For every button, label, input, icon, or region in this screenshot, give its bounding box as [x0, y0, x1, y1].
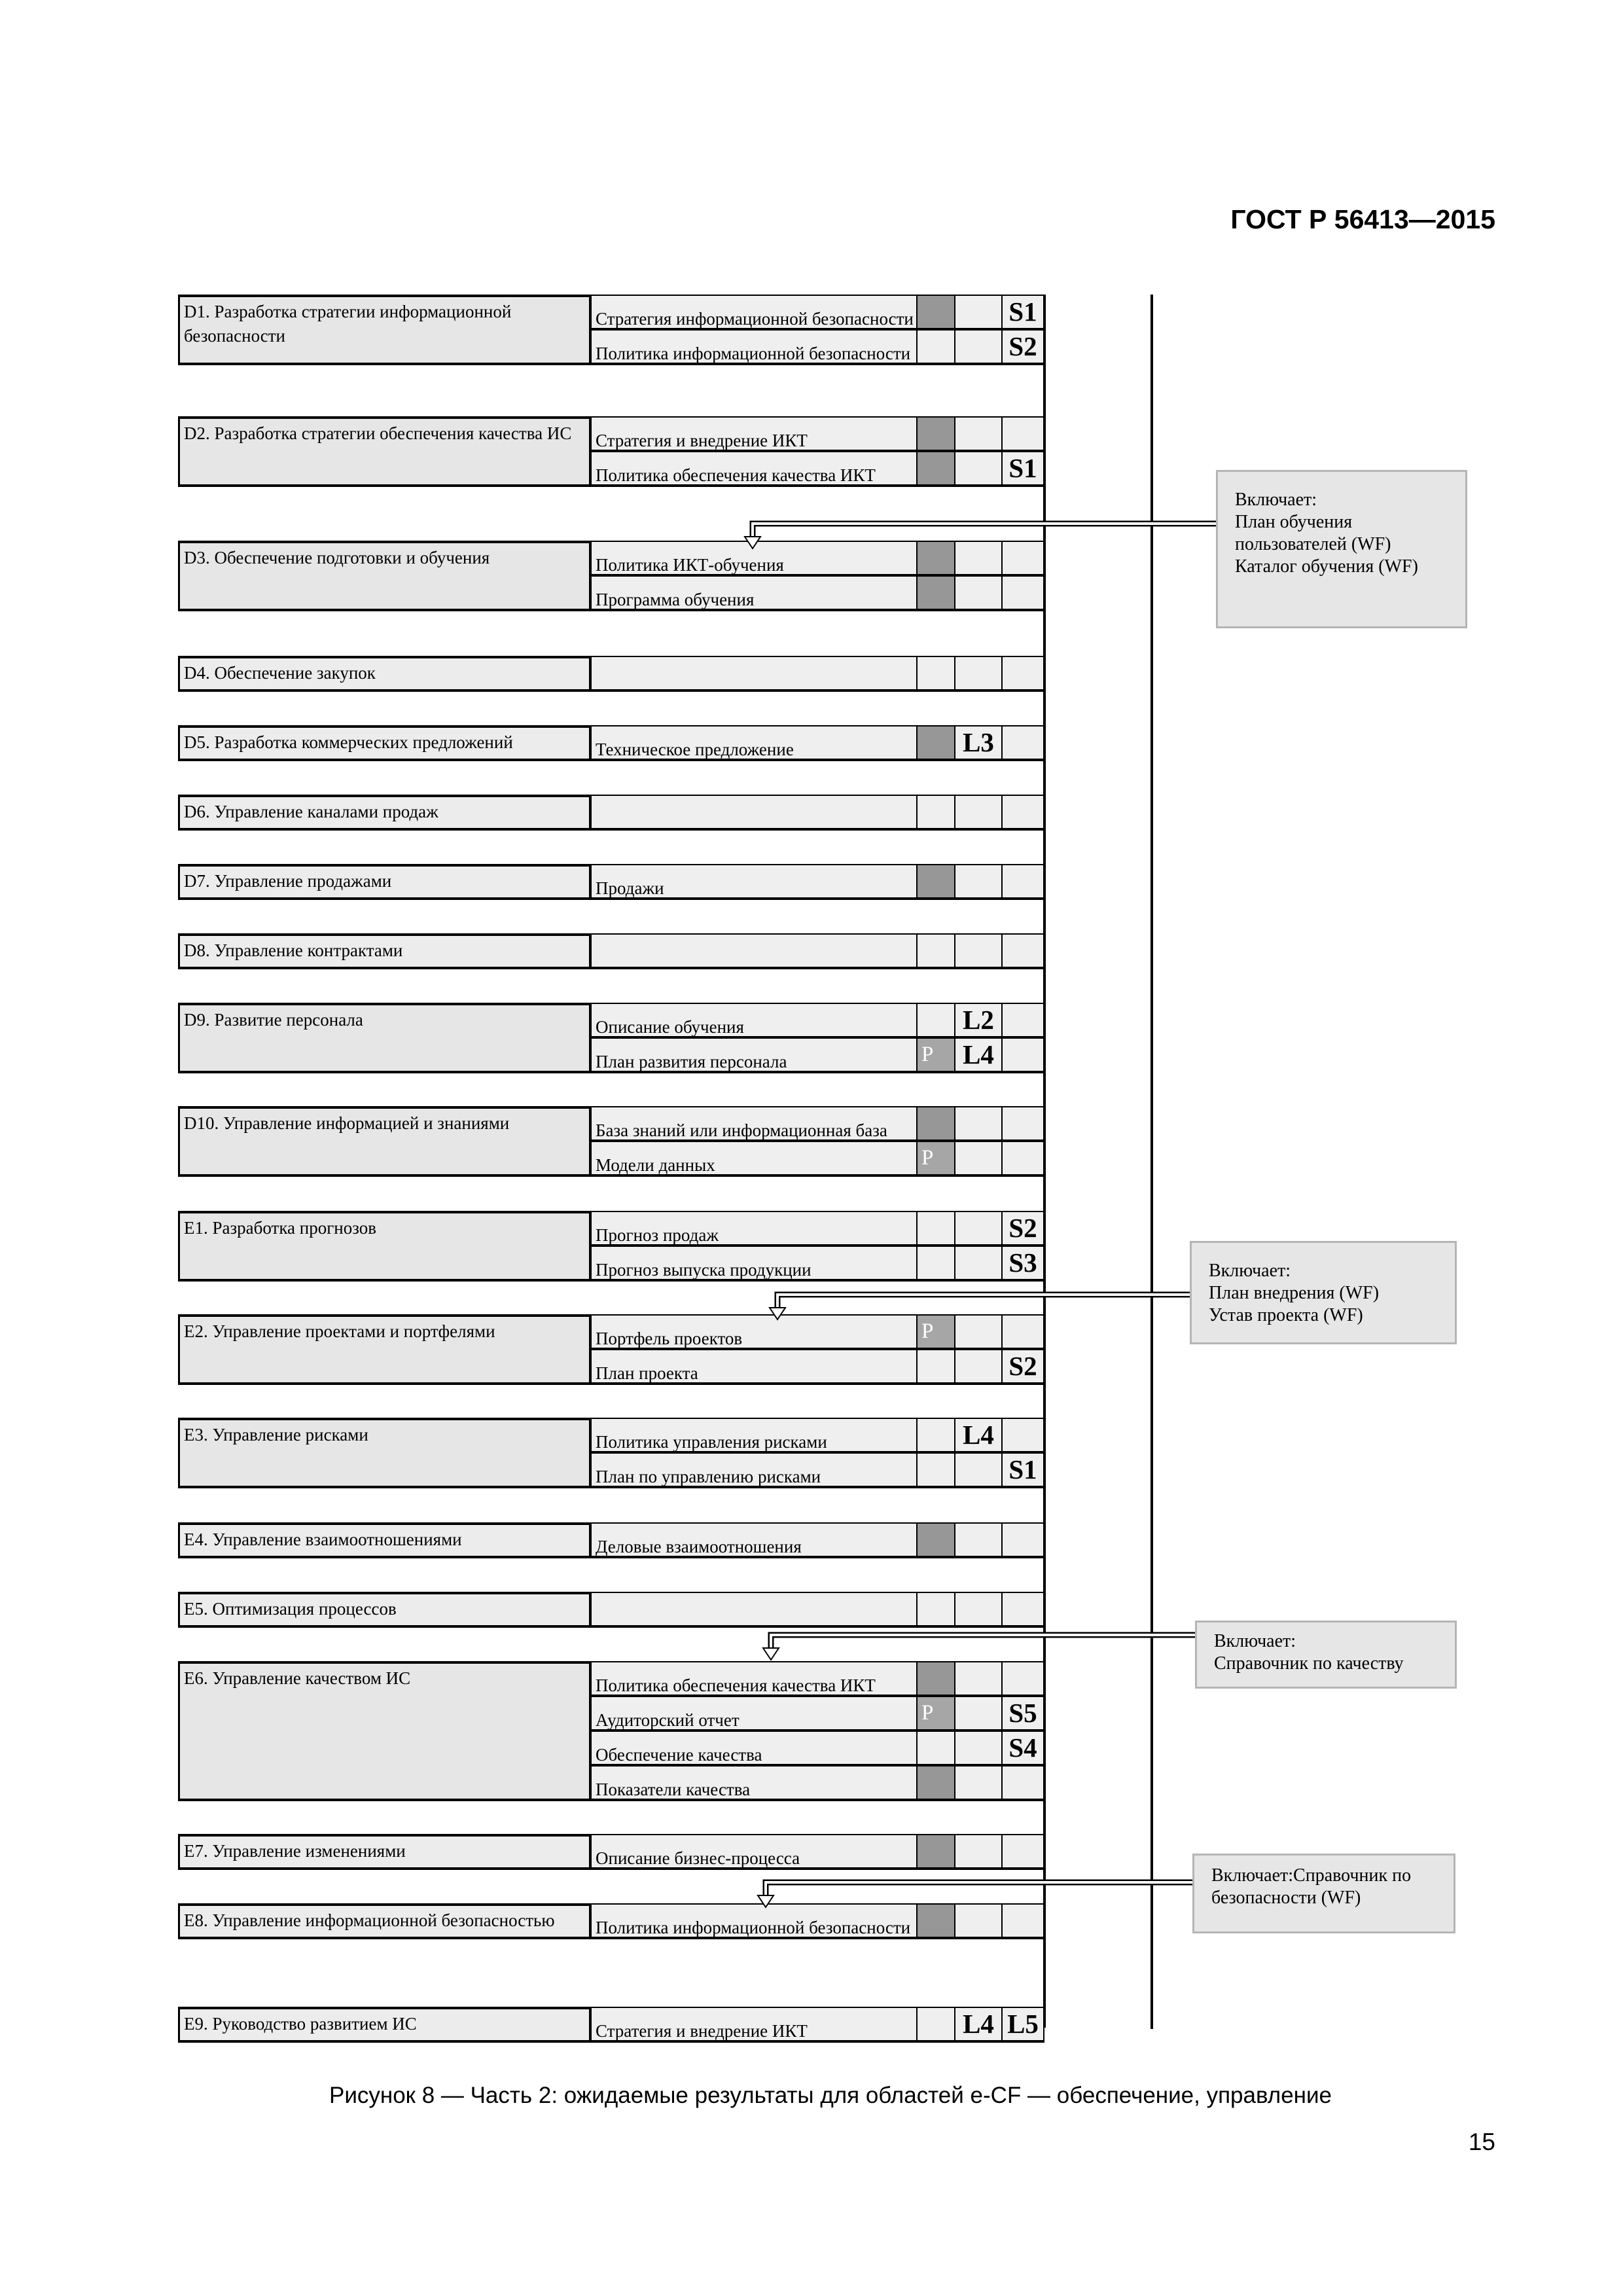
figure-caption: Рисунок 8 — Часть 2: ожидаемые результаты для областей e-CF — обеспечение, управление	[329, 2083, 1332, 2108]
callout-line: Включает:	[1214, 1631, 1296, 1651]
level-cell	[954, 1834, 1003, 1870]
area-label-d1: D1. Разработка стратегии информационной безопасности	[178, 295, 592, 365]
callout-projects	[1190, 1241, 1457, 1344]
area-label-e8: E8. Управление информационной безопасностью	[178, 1903, 592, 1939]
support-cell	[1001, 1765, 1044, 1801]
support-cell: S2	[1001, 1211, 1044, 1246]
support-cell: S3	[1001, 1246, 1044, 1282]
support-cell	[1001, 1037, 1044, 1073]
support-cell	[1001, 795, 1044, 831]
level-cell	[954, 1696, 1003, 1731]
level-cell	[954, 1765, 1003, 1801]
page-number: 15	[1468, 2128, 1495, 2155]
outer-right-rule	[1150, 295, 1153, 2029]
support-cell	[1001, 1003, 1044, 1037]
standard-number: ГОСТ Р 56413—2015	[1230, 204, 1495, 234]
deliverable-name: Деловые взаимоотношения	[590, 1522, 918, 1558]
accountable-cell	[916, 2007, 955, 2043]
accountable-cell: P	[916, 1314, 955, 1349]
callout-line: Каталог обучения (WF)	[1235, 556, 1418, 577]
level-cell	[954, 1522, 1003, 1558]
accountable-cell	[916, 416, 955, 451]
deliverable-name: Прогноз продаж	[590, 1211, 918, 1246]
accountable-cell	[916, 933, 955, 969]
accountable-cell	[916, 1834, 955, 1870]
deliverable-name: Политика информационной безопасности	[590, 1903, 918, 1939]
accountable-cell: P	[916, 1037, 955, 1073]
support-cell: S4	[1001, 1731, 1044, 1765]
support-cell	[1001, 725, 1044, 761]
support-cell	[1001, 1141, 1044, 1177]
deliverable-name: Политика информационной безопасности	[590, 329, 918, 365]
deliverable-name: Описание обучения	[590, 1003, 918, 1037]
support-cell	[1001, 416, 1044, 451]
level-cell: L4	[954, 2007, 1003, 2043]
accountable-cell	[916, 864, 955, 900]
callout-line: Устав проекта (WF)	[1209, 1305, 1363, 1325]
accountable-cell	[916, 795, 955, 831]
area-label-e9: E9. Руководство развитием ИС	[178, 2007, 592, 2043]
callout-pointer-projects	[764, 1291, 1196, 1323]
area-label-e7: E7. Управление изменениями	[178, 1834, 592, 1870]
deliverable-name: Показатели качества	[590, 1765, 918, 1801]
support-cell	[1001, 864, 1044, 900]
support-cell: S1	[1001, 1452, 1044, 1488]
level-cell	[954, 1141, 1003, 1177]
deliverable-name: Политика ИКТ-обучения	[590, 541, 918, 575]
area-label-d10: D10. Управление информацией и знаниями	[178, 1106, 592, 1177]
deliverable-name	[590, 656, 918, 692]
deliverable-name: Политика обеспечения качества ИКТ	[590, 451, 918, 487]
level-cell	[954, 933, 1003, 969]
support-cell	[1001, 656, 1044, 692]
callout-pointer-security	[753, 1878, 1204, 1911]
level-cell: L4	[954, 1418, 1003, 1452]
deliverable-name: База знаний или информационная база	[590, 1106, 918, 1141]
callout-line: Включает:	[1209, 1261, 1291, 1281]
level-cell	[954, 1661, 1003, 1696]
callout-line: пользователей (WF)	[1235, 534, 1391, 554]
callout-quality	[1195, 1621, 1457, 1689]
accountable-cell	[916, 1452, 955, 1488]
level-cell	[954, 1349, 1003, 1385]
accountable-cell	[916, 1592, 955, 1628]
deliverable-name: План проекта	[590, 1349, 918, 1385]
callout-line: План внедрения (WF)	[1209, 1283, 1380, 1303]
callout-line: План обучения	[1235, 512, 1353, 532]
deliverable-name: Политика обеспечения качества ИКТ	[590, 1661, 918, 1696]
accountable-cell	[916, 451, 955, 487]
callout-security	[1192, 1854, 1455, 1933]
callout-training	[1216, 470, 1467, 628]
accountable-cell	[916, 656, 955, 692]
level-cell	[954, 1211, 1003, 1246]
deliverable-name: План развития персонала	[590, 1037, 918, 1073]
level-cell	[954, 329, 1003, 365]
level-cell: L4	[954, 1037, 1003, 1073]
accountable-cell	[916, 1106, 955, 1141]
support-cell: S1	[1001, 451, 1044, 487]
deliverable-name: Стратегия информационной безопасности	[590, 295, 918, 329]
deliverable-name: Продажи	[590, 864, 918, 900]
area-label-e2: E2. Управление проектами и портфелями	[178, 1314, 592, 1385]
accountable-cell	[916, 1661, 955, 1696]
accountable-cell	[916, 1731, 955, 1765]
deliverable-name: Политика управления рисками	[590, 1418, 918, 1452]
area-label-d8: D8. Управление контрактами	[178, 933, 592, 969]
area-label-e6: E6. Управление качеством ИС	[178, 1661, 592, 1801]
area-label-e1: E1. Разработка прогнозов	[178, 1211, 592, 1282]
deliverable-name: Описание бизнес-процесса	[590, 1834, 918, 1870]
level-cell	[954, 1452, 1003, 1488]
deliverable-name	[590, 1592, 918, 1628]
callout-line: Справочник по качеству	[1214, 1653, 1404, 1674]
level-cell	[954, 1246, 1003, 1282]
deliverable-name: Стратегия и внедрение ИКТ	[590, 2007, 918, 2043]
area-label-d2: D2. Разработка стратегии обеспечения качества ИС	[178, 416, 592, 487]
callout-pointer-training	[740, 520, 1217, 552]
support-cell: S5	[1001, 1696, 1044, 1731]
accountable-cell: P	[916, 1141, 955, 1177]
accountable-cell	[916, 575, 955, 611]
level-cell	[954, 864, 1003, 900]
deliverable-name: Модели данных	[590, 1141, 918, 1177]
area-label-d9: D9. Развитие персонала	[178, 1003, 592, 1073]
support-cell: S2	[1001, 329, 1044, 365]
area-label-d6: D6. Управление каналами продаж	[178, 795, 592, 831]
deliverable-name	[590, 933, 918, 969]
support-cell	[1001, 575, 1044, 611]
deliverable-name: Программа обучения	[590, 575, 918, 611]
level-cell	[954, 575, 1003, 611]
support-cell	[1001, 1522, 1044, 1558]
support-cell	[1001, 1106, 1044, 1141]
deliverable-name: Аудиторский отчет	[590, 1696, 918, 1731]
callout-line: Включает:Справочник по	[1211, 1865, 1412, 1886]
area-label-e4: E4. Управление взаимоотношениями	[178, 1522, 592, 1558]
level-cell: L2	[954, 1003, 1003, 1037]
level-cell	[954, 656, 1003, 692]
deliverable-name: Стратегия и внедрение ИКТ	[590, 416, 918, 451]
accountable-cell	[916, 1418, 955, 1452]
level-cell	[954, 795, 1003, 831]
area-label-d5: D5. Разработка коммерческих предложений	[178, 725, 592, 761]
support-cell	[1001, 1592, 1044, 1628]
callout-line: Включает:	[1235, 490, 1317, 510]
level-cell	[954, 295, 1003, 329]
callout-pointer-quality	[758, 1631, 1203, 1664]
accountable-cell	[916, 1765, 955, 1801]
support-cell: S1	[1001, 295, 1044, 329]
accountable-cell	[916, 329, 955, 365]
support-cell	[1001, 1834, 1044, 1870]
level-cell	[954, 451, 1003, 487]
accountable-cell	[916, 725, 955, 761]
support-cell	[1001, 1418, 1044, 1452]
accountable-cell	[916, 1211, 955, 1246]
deliverable-name: Обеспечение качества	[590, 1731, 918, 1765]
area-label-d3: D3. Обеспечение подготовки и обучения	[178, 541, 592, 611]
deliverable-name	[590, 795, 918, 831]
support-cell: S2	[1001, 1349, 1044, 1385]
support-cell	[1001, 1661, 1044, 1696]
accountable-cell	[916, 1003, 955, 1037]
accountable-cell	[916, 1522, 955, 1558]
deliverable-name: Портфель проектов	[590, 1314, 918, 1349]
accountable-cell	[916, 1349, 955, 1385]
deliverable-name: План по управлению рисками	[590, 1452, 918, 1488]
accountable-cell: P	[916, 1696, 955, 1731]
level-cell: L3	[954, 725, 1003, 761]
deliverable-name: Техническое предложение	[590, 725, 918, 761]
level-cell	[954, 1106, 1003, 1141]
area-label-d4: D4. Обеспечение закупок	[178, 656, 592, 692]
area-label-d7: D7. Управление продажами	[178, 864, 592, 900]
level-cell	[954, 1592, 1003, 1628]
accountable-cell	[916, 295, 955, 329]
area-label-e3: E3. Управление рисками	[178, 1418, 592, 1488]
deliverable-name: Прогноз выпуска продукции	[590, 1246, 918, 1282]
callout-line: безопасности (WF)	[1211, 1888, 1361, 1908]
support-cell: L5	[1001, 2007, 1044, 2043]
accountable-cell	[916, 1246, 955, 1282]
support-cell	[1001, 933, 1044, 969]
area-label-e5: E5. Оптимизация процессов	[178, 1592, 592, 1628]
level-cell	[954, 416, 1003, 451]
level-cell	[954, 1731, 1003, 1765]
